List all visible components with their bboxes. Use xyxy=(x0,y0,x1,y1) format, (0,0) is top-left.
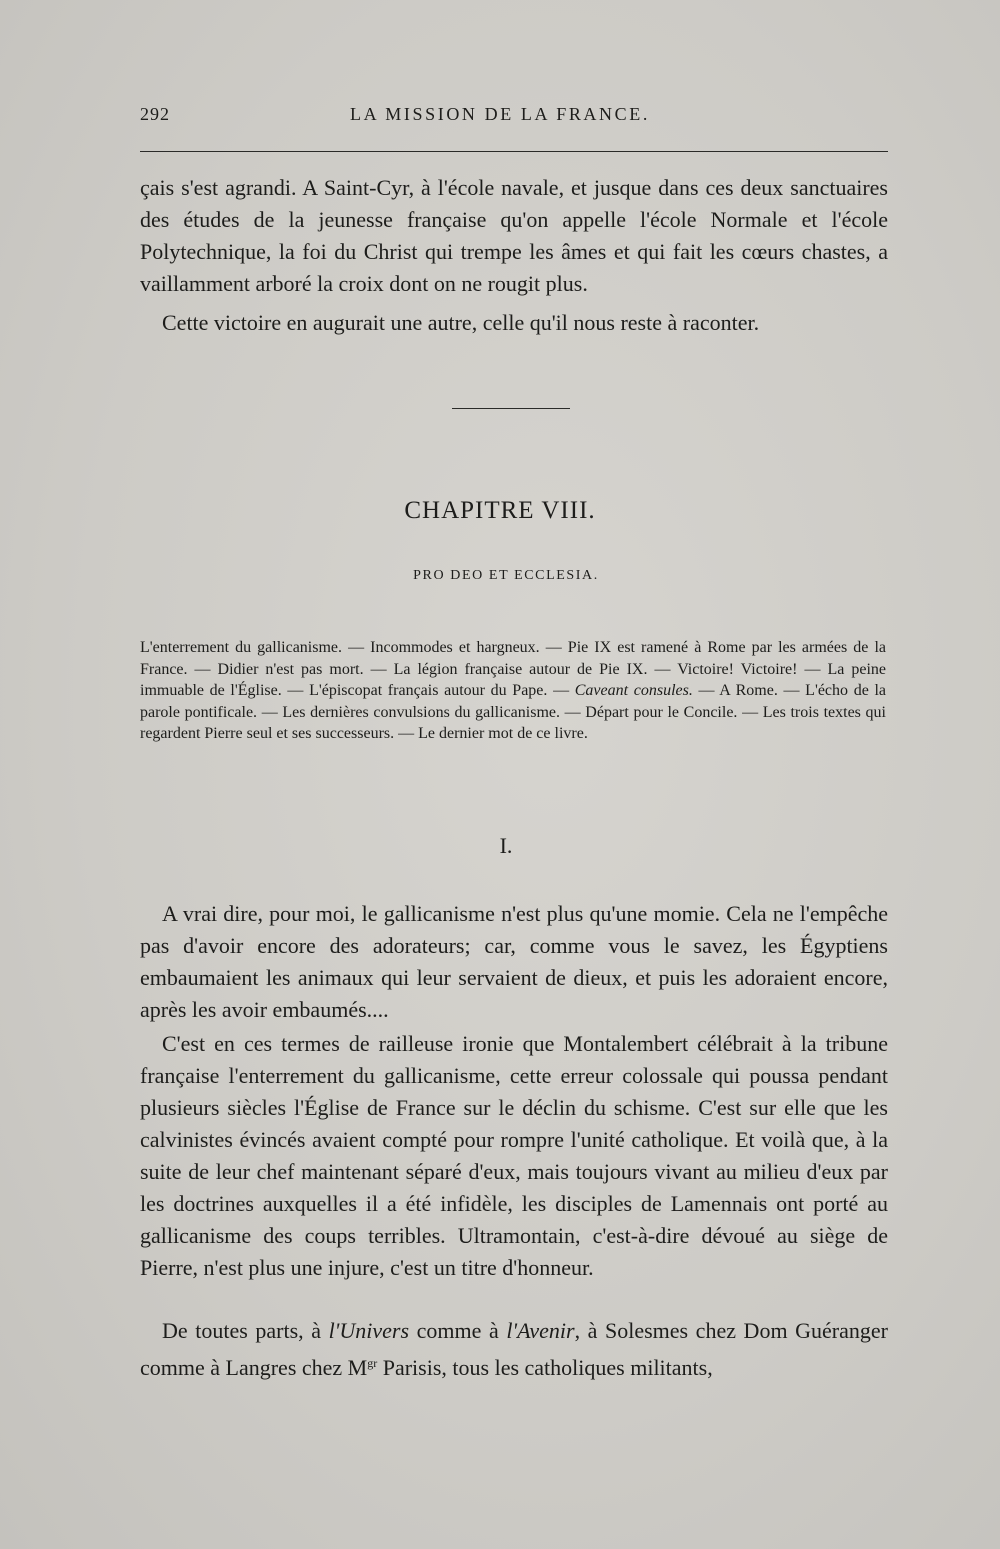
body-paragraph-2: C'est en ces termes de railleuse ironie que Montalembert célébrait à la tribune française l'enterrement du gallicanisme, cette erreur colossale qui poussa pendant plusieurs siècles l'Église de France sur le déclin du schisme. C'est sur elle que les calvinistes évincés avaient compté pour rompre l'unité catholique. Et voilà que, à la suite de leur chef maintenant séparé d'eux, mais toujours vivant au milieu d'eux par les doctrines auxquelles il a été infidèle, les disciples de Lamennais ont porté au gallicanisme des coups terribles. Ultramontain, c'est-à-dire dévoué au siège de Pierre, n'est plus une injure, c'est un titre d'honneur. xyxy=(140,1031,888,1280)
body-paragraph-1: A vrai dire, pour moi, le gallicanisme n'est plus qu'une momie. Cela ne l'empêche pas d'avoir encore des adorateurs; car, comme vous le savez, les Égyptiens embaumaient les animaux qui leur servaient de dieux, et puis les adoraient encore, après les avoir embaumés.... xyxy=(140,901,888,1022)
body-paragraph-3-text-1: De toutes parts, à xyxy=(162,1318,329,1343)
body-paragraph-3-text-4: Parisis, tous les catholiques militants, xyxy=(377,1355,713,1380)
body-paragraph-3-text-3: , à Solesmes chez Dom Guéranger comme à Langres chez M xyxy=(140,1318,888,1380)
chapter-summary xyxy=(140,637,886,745)
chapter-subtitle: PRO DEO ET ECCLESIA. xyxy=(413,568,599,583)
body-paragraph-3-italic-2: l'Avenir xyxy=(506,1318,575,1343)
running-title: LA MISSION DE LA FRANCE. xyxy=(350,104,650,124)
section-number: I. xyxy=(499,833,513,858)
chapter-title: CHAPITRE VIII. xyxy=(404,497,596,524)
header-rule xyxy=(140,151,888,152)
body-paragraph-3 xyxy=(140,1315,888,1384)
page-number: 292 xyxy=(140,104,170,124)
body-paragraph-3-italic-1: l'Univers xyxy=(328,1318,410,1343)
chapter-summary-italic: Caveant consules. xyxy=(574,682,693,699)
intro-paragraph-1: çais s'est agrandi. A Saint-Cyr, à l'école navale, et jusque dans ces deux sanctuaires des études de la jeunesse française qu'on appelle l'école Normale et l'école Polytechnique, la foi du Christ qui trempe les âmes et qui fait les cœurs chastes, a vaillamment arboré la croix dont on ne rougit plus. xyxy=(140,175,888,296)
chapter-summary-text-1: L'enterrement du gallicanisme. — Incommodes et hargneux. — Pie IX est ramené à Rome par les armées de la France. — Didier n'est pas mort. — La légion française autour de Pie IX. — Victoire! Victoire! — La peine immuable de l'Église. — L'épiscopat français autour du Pape. — xyxy=(140,639,886,699)
running-head xyxy=(140,104,886,132)
section-separator-rule xyxy=(452,408,570,409)
chapter-summary-text-2: — A Rome. — L'écho de la parole pontificale. — Les dernières convulsions du gallicanisme. — Départ pour le Concile. — Les trois textes qui regardent Pierre seul et ses successeurs. — Le dernier mot de ce livre. xyxy=(140,682,887,742)
body-paragraph-3-superscript: gr xyxy=(367,1356,378,1370)
body-paragraph-3-text-2: comme à xyxy=(409,1318,507,1343)
intro-paragraph-2: Cette victoire en augurait une autre, celle qu'il nous reste à raconter. xyxy=(162,310,760,335)
